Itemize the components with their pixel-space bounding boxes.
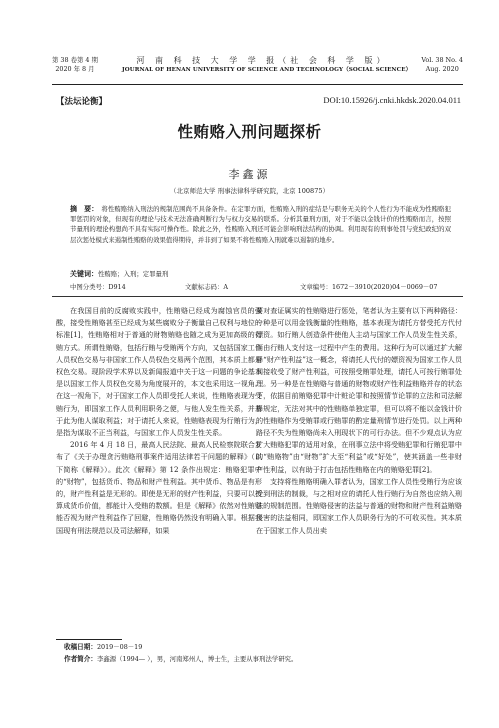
journal-name-en: JOURNAL OF HENAN UNIVERSITY OF SCIENCE AND TECHNOLOGY（SOCIAL SCIENCE） [122, 67, 412, 73]
clc-number: 中图分类号：D914 [70, 283, 126, 291]
issue-date: 2020 年 8 月 [55, 64, 95, 73]
body-column-left [56, 305, 262, 537]
paragraph: 支持将性贿赂明确入罪者认为，国家工作人员性受贿行为应该受到刑法的制裁，与之相对应的请托人性行贿行为自然也应纳入刑法的规制范围。性贿赂侵害的法益与普通的财物和财产性利益贿赂侵害的法益相同，即国家工作人员职务行为的不可收买性。其本质在于国家工作人员出卖 [256, 476, 462, 535]
header-rule [52, 84, 463, 85]
doi: DOI:10.15926/j.cnki.hkdsk.2020.04.011 [323, 95, 461, 105]
author-name: 李鑫源 [228, 168, 271, 181]
issue-info [52, 56, 98, 73]
keywords-label: 关键词： [70, 270, 98, 278]
paragraph: 2016 年 4 月 18 日，最高人民法院、最高人民检察院联合发布了《关于办理贪污贿赂刑事案件适用法律若干问题的解释》（以下简称《解释》）。此次《解释》第 12 条作出规定：贿赂犯罪中的“财物”，包括货币、物品和财产性利益。其中货币、物品是有形的，财产性利益是无形的。即使是无形的财产性利益，只要可以折算成货币价值，都能计入受贿的数额。但是《解释》依然对性贿赂能否视为财产性利益作了回避，性贿赂仍然没有明确入罪。根据我国现有刑法规范以及司法解释，如果 [56, 440, 262, 535]
document-code: 文献标志码：A [185, 283, 228, 291]
keywords-text: 性贿赂；入刑；定罪量刑 [98, 270, 169, 278]
footnote-author [64, 655, 459, 664]
journal-name-cn: 河 南 科 技 大 学 学 报（社 会 科 学 版） [136, 56, 389, 65]
classification-line [70, 282, 451, 292]
received-label: 收稿日期： [64, 643, 97, 651]
author-bio: 李鑫源（1994— ），男，河南郑州人，博士生，主要从事刑法学研究。 [96, 655, 298, 663]
running-header [52, 56, 463, 82]
article-number: 文章编号：1672－3910(2020)04－0069－07 [300, 283, 438, 291]
body-column-right [256, 305, 462, 537]
paragraph: 要对查证属实的性贿赂进行惩处，笔者认为主要有以下两种路径：一种是可以用金钱衡量的性贿赂，基本表现为请托方替受托方代付嫖资。如行贿人创造条件使他人主动与国家工作人员发生性关系，而由行贿人支付这一过程中产生的费用。这种行为可以通过扩大解释“财产性利益”这一概念，将请托人代付的嫖资视为国家工作人员间接收受了财产性利益，可按照受贿罪处理，请托人可按行贿罪处理。另一种是在性贿赂与普通的财物或财产性利益贿赂并存的状态下，依据目前贿赂犯罪中计赃论罪和按照情节论罪的立法和司法解释规定，无法对其中的性贿赂单独定罪，但可以将不能以金钱计价的性贿赂作为受贿罪或行贿罪的酌定量刑情节进行处罚。以上两种路径不失为性贿赂尚未入刑现状下的可行办法。但不少观点认为应扩大贿赂犯罪的适用对象，在刑事立法中将受贿犯罪和行贿犯罪中的“贿赂物”由“财物”扩大至“利益”或“好处”，使其涵盖一些非财产性利益，以有助于打击包括性贿赂在内的贿赂犯罪[2]。 [256, 306, 462, 474]
received-date: 2019－08－19 [96, 643, 143, 651]
footnote-rule [56, 639, 122, 640]
article-title: 性贿赂入刑问题探析 [177, 123, 322, 141]
abstract-label: 摘 要： [70, 205, 99, 213]
volume-issue: 第 38 卷第 4 期 [52, 56, 98, 64]
column-tag: 【法坛论衡】 [56, 97, 108, 107]
footnote-received [64, 643, 459, 652]
abstract [70, 204, 451, 245]
body-rule [52, 296, 463, 297]
paragraph: 在我国目前的反腐败实践中，性贿赂已经成为腐蚀官员的强酸，接受性贿赂甚至已经成为某些腐败分子衡量自己权利与地位的标准[1]，性贿赂相对于普通的财物贿赂也随之成为更加高级的行贿方式。所谓性贿赂，包括行贿与受贿两个方向，又包括国家工作人员权色交易与非国家工作人员权色交易两个范围，其本质上都是权色交易。现阶段学术界以及新闻报道中关于这一问题的争论基本是以国家工作人员权色交易为角度展开的，本文也采用这一视角。在这一视角下，对于国家工作人员即受托人来说，性贿赂表现为受贿行为，即国家工作人员利用职务之便，与他人发生性关系，并基于此为他人谋取利益；对于请托人来说，性贿赂表现为行贿行为，是指为谋取不正当利益，与国家工作人员发生性关系。 [56, 306, 262, 438]
journal-name [122, 56, 412, 74]
issue-info-en [421, 56, 463, 73]
author-affiliation: （北京师范大学 刑事法律科学研究院，北京 100875） [170, 187, 329, 195]
volume-issue-en: Vol. 38 No. 4 [421, 56, 463, 64]
author-bio-label: 作者简介： [64, 655, 97, 663]
issue-date-en: Aug. 2020 [425, 64, 459, 73]
abstract-text: 将性贿赂纳入刑法的规制范围尚不具备条件。在定罪方面，性贿赂入刑的症结是与职务无关的个人性行为不能成为性贿赂犯罪惩罚的对象，但现有的理论与技术无法准确判断行为与权力交易的联系。分析其量刑方面，对于不能以金钱计价的性贿赂而言，按照节量刑的理论构想尚不具有实际可操作性。除此之外，性贿赂入刑还可能会影响刑法结构的协调。利用现有的刑事处罚与党纪政纪的双层次惩处模式来遏制性贿赂的效果值得期待，并非到了如果不将性贿赂入刑就难以遏制的地步。 [70, 205, 452, 244]
keywords [70, 270, 451, 279]
